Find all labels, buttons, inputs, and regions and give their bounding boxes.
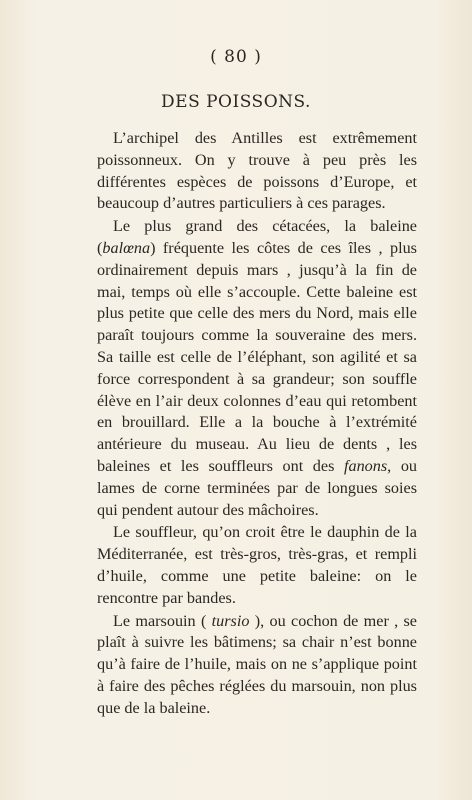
paragraph-baleine [97,216,417,521]
paragraph-marsouin-latin-name: tursio [211,611,250,630]
body-text [97,128,417,720]
paragraph-baleine-fanons: fanons [343,456,388,475]
paragraph-baleine-latin-name: balœna [102,238,151,257]
paragraph-baleine-text-1: Le plus grand des cétacées, la baleine ( [97,217,417,257]
paragraph-marsouin-text-2: ), ou cochon de mer , se plaît à suivre les bâtimens; sa chair n’est bonne qu’à faire de l’huile, mais on ne s’applique point à faire des pêches réglées du marsouin, non plus que de la baleine. [97,611,417,717]
paragraph-marsouin-text-1: Le marsouin ( [113,611,212,630]
paragraph-baleine-text-3: , ou lames de corne terminées par de longues soies qui pendent autour des mâchoires. [97,456,418,519]
section-heading: DES POISSONS. [161,92,311,112]
paragraph-baleine-text-2: ) fréquente les côtes de ces îles , plus ordinairement depuis mars , jusqu’à la fin de mai, temps où elle s’accouple. Cette baleine est plus petite que celle des mers du Nord, mais elle paraît toujours comme la souveraine des mers. Sa taille est celle de l’éléphant, son agilité et sa force correspondent à sa grandeur; son souffle élève en l’air deux colonnes d’eau qui retombent en brouillard. Elle a la bouche à l’extrémité antérieure du museau. Au lieu de dents , les baleines et les souffleurs ont des [97,238,417,475]
page-number: ( 80 ) [210,47,262,67]
paragraph-marsouin [97,611,417,720]
paragraph-souffleur: Le souffleur, qu’on croit être le dauphin de la Méditerranée, est très-gros, très-gras, et rempli d’huile, comme une petite baleine: on le rencontre par bandes. [97,523,417,607]
paragraph-archipel: L’archipel des Antilles est extrêmement poissonneux. On y trouve à peu près les différentes espèces de poissons d’Europe, et beaucoup d’autres particuliers à ces parages. [97,129,417,213]
